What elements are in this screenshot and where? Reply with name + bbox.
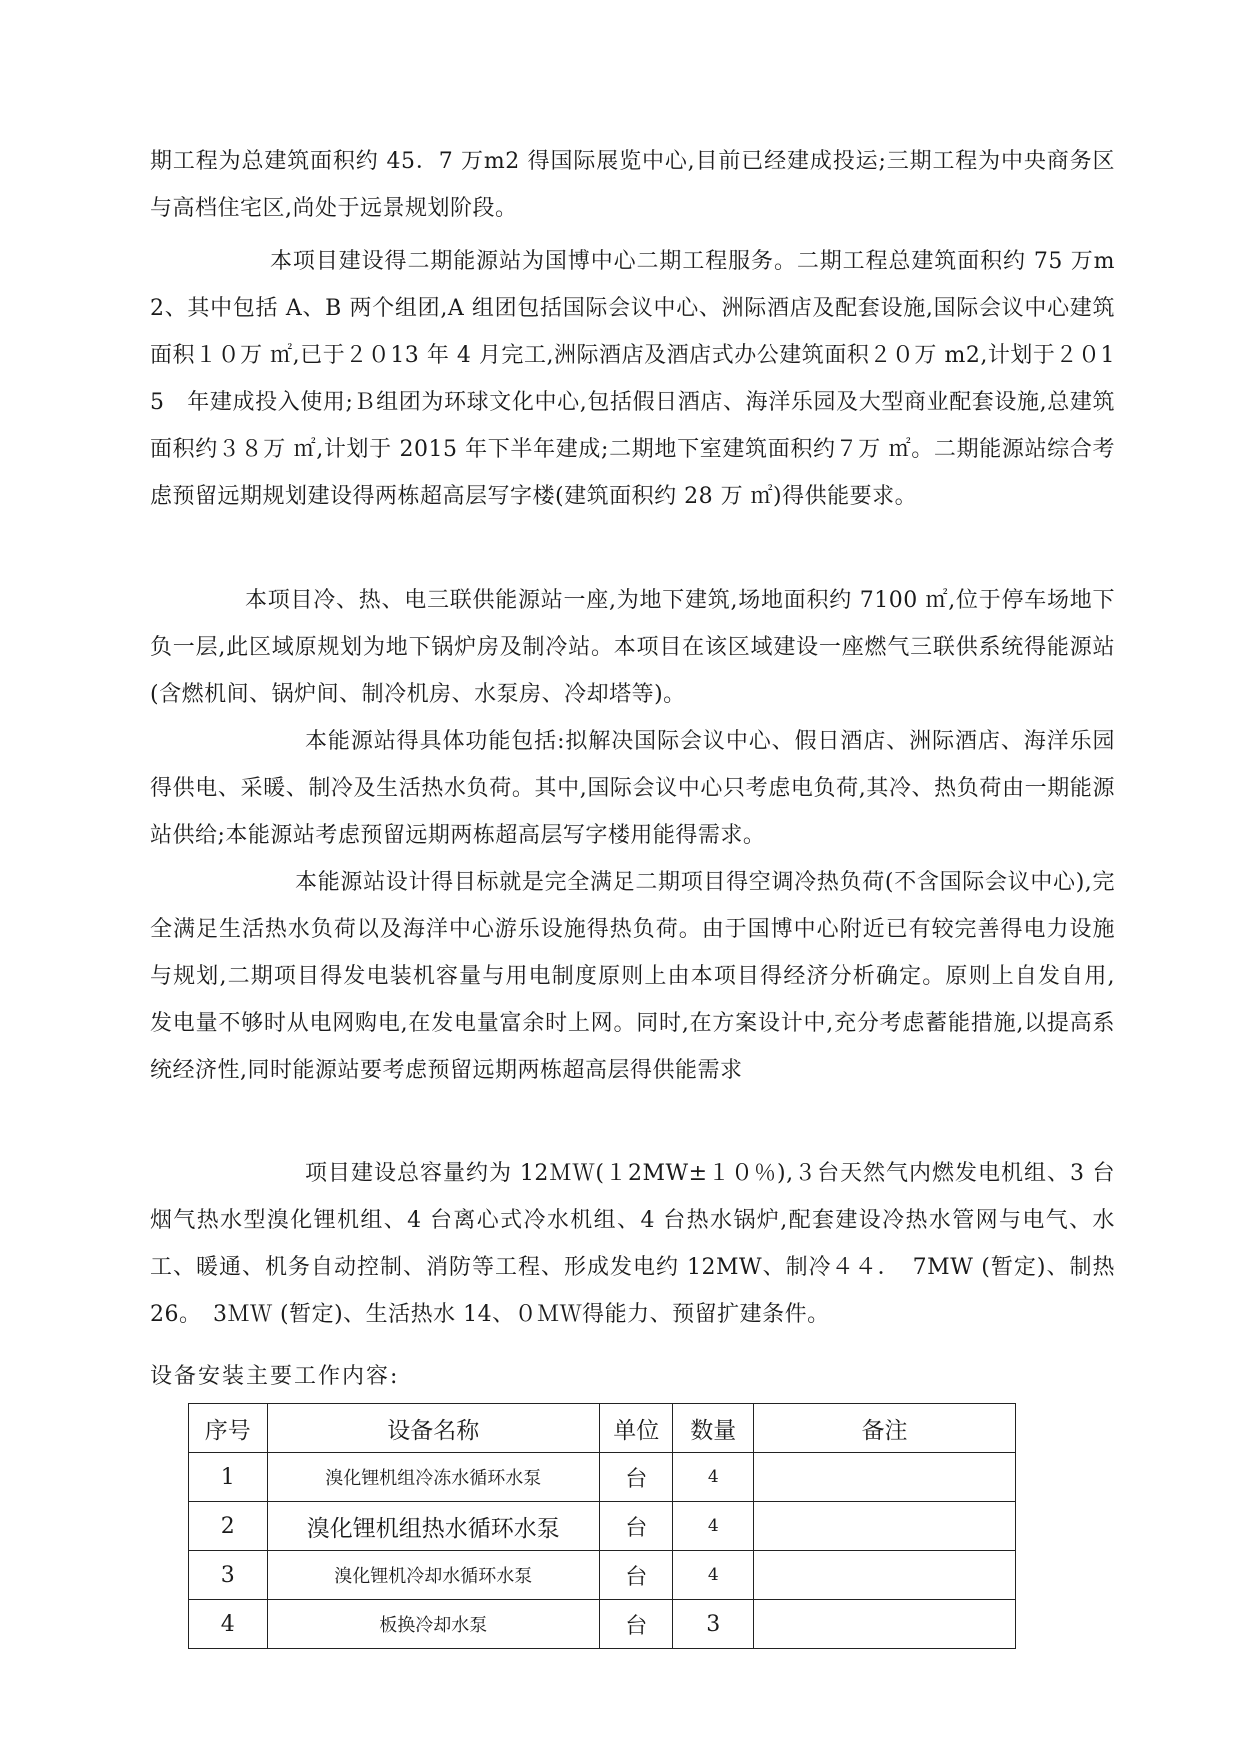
paragraph-energy-station-location: 本项目冷、热、电三联供能源站一座,为地下建筑,场地面积约 7100 ㎡,位于停车场地下负一层,此区域原规划为地下锅炉房及制冷站。本项目在该区域建设一座燃气三联供系统得能源站(含燃机间、锅炉间、制冷机房、水泵房、冷却塔等)。 bbox=[150, 588, 1115, 707]
cell-remarks bbox=[754, 1502, 1016, 1551]
cell-remarks bbox=[754, 1453, 1016, 1502]
cell-equipment-name: 板换冷却水泵 bbox=[267, 1600, 599, 1649]
table-header-row bbox=[189, 1404, 1016, 1453]
table-row bbox=[189, 1453, 1016, 1502]
cell-quantity: 3 bbox=[673, 1600, 754, 1649]
cell-equipment-name: 溴化锂机组热水循环水泵 bbox=[267, 1502, 599, 1551]
cell-equipment-name: 溴化锂机组冷冻水循环水泵 bbox=[267, 1453, 599, 1502]
paragraph-phase-two-scope: 本项目建设得二期能源站为国博中心二期工程服务。二期工程总建筑面积约 75 万m2、其中包括 A、B 两个组团,A 组团包括国际会议中心、洲际酒店及配套设施,国际会议中心建筑面积１０万 ㎡,已于２０13 年 4 月完工,洲际酒店及酒店式办公建筑面积２０万 m2,计划于２０15 年建成投入使用;Ｂ组团为环球文化中心,包括假日酒店、海洋乐园及大型商业配套设施,总建筑面积约３８万 ㎡,计划于 2015 年下半年建成;二期地下室建筑面积约７万 ㎡。二期能源站综合考虑预留远期规划建设得两栋超高层写字楼(建筑面积约 28 万 ㎡)得供能要求。 bbox=[150, 249, 1115, 509]
cell-serial-number: 1 bbox=[189, 1453, 268, 1502]
table-title: 设备安装主要工作内容: bbox=[150, 1364, 400, 1389]
paragraph-phase-overview: 期工程为总建筑面积约 45．7 万m2 得国际展览中心,目前已经建成投运;三期工程为中央商务区与高档住宅区,尚处于远景规划阶段。 bbox=[150, 149, 1115, 221]
paragraph-design-goals: 本能源站设计得目标就是完全满足二期项目得空调冷热负荷(不含国际会议中心),完全满足生活热水负荷以及海洋中心游乐设施得热负荷。由于国博中心附近已有较完善得电力设施与规划,二期项目得发电装机容量与用电制度原则上由本项目得经济分析确定。原则上自发自用, 发电量不够时从电网购电,在发电量富余时上网。同时,在方案设计中,充分考虑蓄能措施,以提高系统经济性,同时能源站要考虑预留远期两栋超高层得供能需求 bbox=[150, 870, 1115, 1083]
cell-quantity: 4 bbox=[673, 1551, 754, 1600]
header-remarks: 备注 bbox=[754, 1404, 1016, 1453]
header-equipment-name: 设备名称 bbox=[267, 1404, 599, 1453]
header-quantity: 数量 bbox=[673, 1404, 754, 1453]
table-row bbox=[189, 1600, 1016, 1649]
cell-unit: 台 bbox=[599, 1551, 673, 1600]
cell-unit: 台 bbox=[599, 1502, 673, 1551]
header-unit: 单位 bbox=[599, 1404, 673, 1453]
cell-serial-number: 2 bbox=[189, 1502, 268, 1551]
table-row bbox=[189, 1551, 1016, 1600]
equipment-table bbox=[188, 1403, 1016, 1649]
paragraph-station-functions: 本能源站得具体功能包括:拟解决国际会议中心、假日酒店、洲际酒店、海洋乐园得供电、采暖、制冷及生活热水负荷。其中,国际会议中心只考虑电负荷,其冷、热负荷由一期能源站供给;本能源站考虑预留远期两栋超高层写字楼用能得需求。 bbox=[150, 729, 1115, 848]
header-serial-number: 序号 bbox=[189, 1404, 268, 1453]
cell-remarks bbox=[754, 1600, 1016, 1649]
table-row bbox=[189, 1502, 1016, 1551]
cell-unit: 台 bbox=[599, 1600, 673, 1649]
cell-quantity: 4 bbox=[673, 1453, 754, 1502]
cell-quantity: 4 bbox=[673, 1502, 754, 1551]
cell-remarks bbox=[754, 1551, 1016, 1600]
paragraph-capacity: 项目建设总容量约为 12ＭＷ(１2MW±１０％),３台天然气内燃发电机组、3 台烟气热水型溴化锂机组、4 台离心式冷水机组、4 台热水锅炉,配套建设冷热水管网与电气、水工、暖通、机务自动控制、消防等工程、形成发电约 12MW、制冷４４． 7MW (暂定)、制热 26。 3ＭＷ (暂定)、生活热水 14、０ＭＷ得能力、预留扩建条件。 bbox=[150, 1161, 1115, 1327]
cell-unit: 台 bbox=[599, 1453, 673, 1502]
cell-serial-number: 4 bbox=[189, 1600, 268, 1649]
cell-serial-number: 3 bbox=[189, 1551, 268, 1600]
cell-equipment-name: 溴化锂机冷却水循环水泵 bbox=[267, 1551, 599, 1600]
